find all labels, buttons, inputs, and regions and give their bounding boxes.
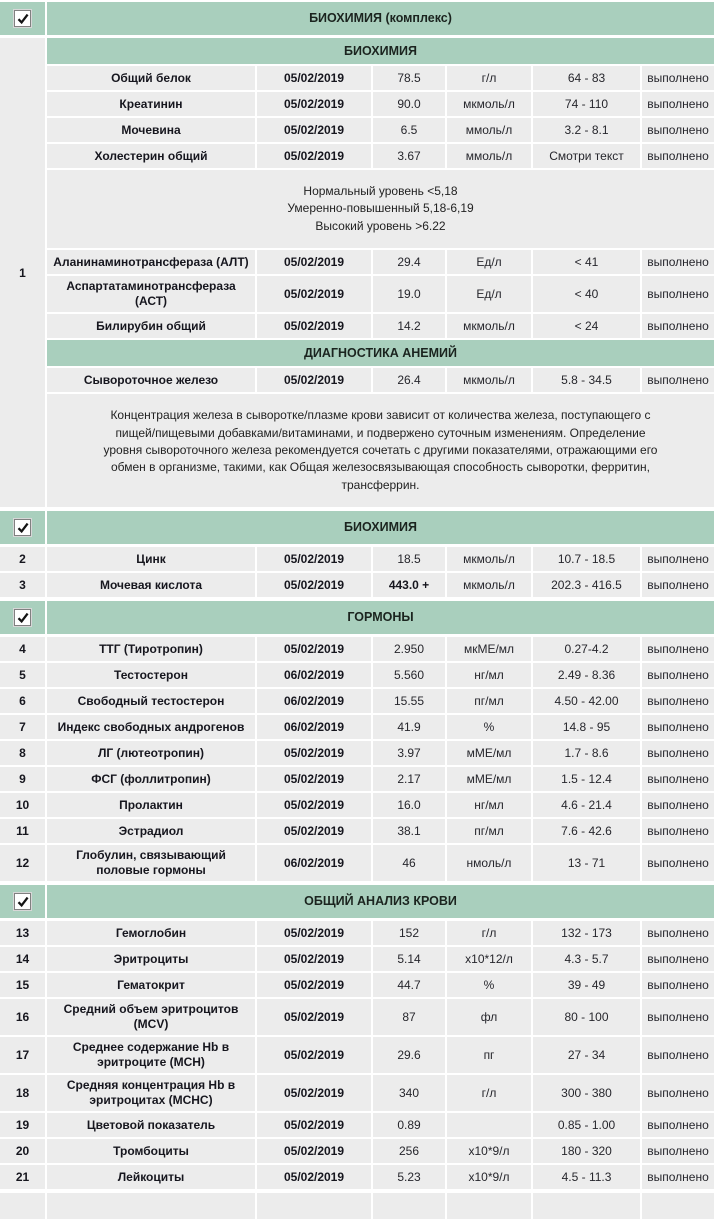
group-items <box>47 38 714 507</box>
value-cell: 3.67 <box>373 144 445 168</box>
test-name-cell: Пролактин <box>47 793 255 817</box>
units-cell: мкмоль/л <box>447 547 531 571</box>
section-checkbox-cell <box>0 601 45 634</box>
table-row <box>0 1075 714 1111</box>
check-icon <box>17 896 29 908</box>
reference-range-cell: 0.27-4.2 <box>533 637 640 661</box>
date-cell: 05/02/2019 <box>257 1075 371 1111</box>
units-cell: пг/мл <box>447 689 531 713</box>
test-name-cell: Аланинаминотрансфераза (АЛТ) <box>47 250 255 274</box>
value-cell: 26.4 <box>373 368 445 392</box>
units-cell: мкмоль/л <box>447 573 531 597</box>
row-number-cell: 21 <box>0 1165 45 1189</box>
value-cell: 18.5 <box>373 547 445 571</box>
units-cell: пг <box>447 1037 531 1073</box>
section-body <box>0 637 714 881</box>
status-cell <box>642 1193 714 1219</box>
date-cell: 05/02/2019 <box>257 368 371 392</box>
section-checkbox[interactable] <box>14 893 31 910</box>
value-cell: 90.0 <box>373 92 445 116</box>
test-name-cell: Сывороточное железо <box>47 368 255 392</box>
value-cell: 29.4 <box>373 250 445 274</box>
note-block <box>47 394 714 507</box>
status-cell: выполнено <box>642 250 714 274</box>
reference-range-cell: 13 - 71 <box>533 845 640 881</box>
row-number-cell: 10 <box>0 793 45 817</box>
status-cell: выполнено <box>642 368 714 392</box>
test-name-cell: Свободный тестостерон <box>47 689 255 713</box>
value-cell: 87 <box>373 999 445 1035</box>
section-checkbox-cell <box>0 885 45 918</box>
test-name-cell: Глобулин, связывающий половые гормоны <box>47 845 255 881</box>
date-cell: 06/02/2019 <box>257 689 371 713</box>
reference-range-cell: 74 - 110 <box>533 92 640 116</box>
value-cell: 2.950 <box>373 637 445 661</box>
units-cell: x10*9/л <box>447 1165 531 1189</box>
units-cell: мкМЕ/мл <box>447 637 531 661</box>
reference-range-cell: 1.5 - 12.4 <box>533 767 640 791</box>
reference-range-cell: 10.7 - 18.5 <box>533 547 640 571</box>
table-row <box>47 66 714 90</box>
date-cell: 05/02/2019 <box>257 793 371 817</box>
value-cell: 3.97 <box>373 741 445 765</box>
reference-range-cell: < 24 <box>533 314 640 338</box>
status-cell: выполнено <box>642 66 714 90</box>
table-row <box>0 921 714 945</box>
row-number-cell: 12 <box>0 845 45 881</box>
date-cell: 05/02/2019 <box>257 999 371 1035</box>
units-cell: г/л <box>447 921 531 945</box>
table-row <box>47 276 714 312</box>
value-cell: 19.0 <box>373 276 445 312</box>
date-cell: 06/02/2019 <box>257 663 371 687</box>
value-cell: 16.0 <box>373 793 445 817</box>
reference-range-cell: 64 - 83 <box>533 66 640 90</box>
test-name-cell: Эритроциты <box>47 947 255 971</box>
value-cell: 46 <box>373 845 445 881</box>
subsection-title: ДИАГНОСТИКА АНЕМИЙ <box>47 340 714 366</box>
status-cell: выполнено <box>642 741 714 765</box>
table-row <box>0 663 714 687</box>
reference-range-cell: 7.6 - 42.6 <box>533 819 640 843</box>
reference-range-cell: 27 - 34 <box>533 1037 640 1073</box>
reference-range-cell <box>533 1193 640 1219</box>
section-title: БИОХИМИЯ (комплекс) <box>47 2 714 35</box>
units-cell: Ед/л <box>447 250 531 274</box>
note-line: Концентрация железа в сыворотке/плазме крови зависит от количества железа, поступающего с пищей/пищевыми добавками/витаминами, и подвержено суточным изменениям. Определение уровня сывороточного железа рекомендуется сочетать с другими показателями, отражающими его обмен в организме, такими, как Общая железосвязывающая способность сыворотки, ферритин, трансферрин. <box>103 408 658 492</box>
table-row <box>0 573 714 597</box>
value-cell: 14.2 <box>373 314 445 338</box>
status-cell: выполнено <box>642 947 714 971</box>
test-name-cell: Холестерин общий <box>47 144 255 168</box>
reference-range-cell: 39 - 49 <box>533 973 640 997</box>
section-checkbox[interactable] <box>14 519 31 536</box>
reference-range-cell: 5.8 - 34.5 <box>533 368 640 392</box>
value-cell: 256 <box>373 1139 445 1163</box>
table-row <box>0 689 714 713</box>
value-cell: 38.1 <box>373 819 445 843</box>
check-icon <box>17 13 29 25</box>
row-number-cell: 20 <box>0 1139 45 1163</box>
date-cell: 05/02/2019 <box>257 973 371 997</box>
status-cell: выполнено <box>642 663 714 687</box>
row-number-cell <box>0 1193 45 1219</box>
units-cell: ммоль/л <box>447 144 531 168</box>
units-cell: мкмоль/л <box>447 368 531 392</box>
test-name-cell: Креатинин <box>47 92 255 116</box>
row-number-cell: 18 <box>0 1075 45 1111</box>
section-header-row <box>0 2 714 35</box>
test-name-cell: Билирубин общий <box>47 314 255 338</box>
row-number-cell: 17 <box>0 1037 45 1073</box>
check-icon <box>17 522 29 534</box>
results-table <box>0 2 714 1189</box>
date-cell: 05/02/2019 <box>257 1165 371 1189</box>
date-cell: 05/02/2019 <box>257 547 371 571</box>
section-title: ОБЩИЙ АНАЛИЗ КРОВИ <box>47 885 714 918</box>
table-row <box>0 845 714 881</box>
value-cell: 443.0 + <box>373 573 445 597</box>
units-cell: нг/мл <box>447 663 531 687</box>
value-cell: 5.560 <box>373 663 445 687</box>
table-row <box>47 118 714 142</box>
units-cell: мкмоль/л <box>447 92 531 116</box>
test-name-cell: Эстрадиол <box>47 819 255 843</box>
date-cell: 05/02/2019 <box>257 118 371 142</box>
status-cell: выполнено <box>642 1139 714 1163</box>
note-line: Нормальный уровень <5,18 <box>303 184 458 198</box>
row-number-cell: 7 <box>0 715 45 739</box>
section-body <box>0 38 714 507</box>
row-number-cell: 5 <box>0 663 45 687</box>
units-cell: мкмоль/л <box>447 314 531 338</box>
test-name-cell: Средняя концентрация Hb в эритроцитах (MCHC) <box>47 1075 255 1111</box>
section-checkbox-cell <box>0 511 45 544</box>
test-name-cell: Общий белок <box>47 66 255 90</box>
row-number-cell: 11 <box>0 819 45 843</box>
units-cell: г/л <box>447 66 531 90</box>
reference-range-cell: 4.3 - 5.7 <box>533 947 640 971</box>
reference-range-cell: Смотри текст <box>533 144 640 168</box>
reference-range-cell: 0.85 - 1.00 <box>533 1113 640 1137</box>
test-name-cell: Цинк <box>47 547 255 571</box>
status-cell: выполнено <box>642 1075 714 1111</box>
note-block <box>47 170 714 248</box>
status-cell: выполнено <box>642 573 714 597</box>
status-cell: выполнено <box>642 921 714 945</box>
units-cell: мМЕ/мл <box>447 767 531 791</box>
units-cell: фл <box>447 999 531 1035</box>
note-line: Высокий уровень >6.22 <box>315 218 446 233</box>
date-cell: 05/02/2019 <box>257 314 371 338</box>
row-number: 1 <box>19 265 26 280</box>
reference-range-cell: 14.8 - 95 <box>533 715 640 739</box>
status-cell: выполнено <box>642 845 714 881</box>
reference-range-cell: 4.50 - 42.00 <box>533 689 640 713</box>
test-name-cell: ТТГ (Тиротропин) <box>47 637 255 661</box>
units-cell: x10*12/л <box>447 947 531 971</box>
value-cell: 41.9 <box>373 715 445 739</box>
section-checkbox[interactable] <box>14 609 31 626</box>
units-cell: % <box>447 973 531 997</box>
status-cell: выполнено <box>642 144 714 168</box>
test-name-cell <box>47 1193 255 1219</box>
reference-range-cell: 132 - 173 <box>533 921 640 945</box>
test-name-cell: ФСГ (фоллитропин) <box>47 767 255 791</box>
table-row <box>0 547 714 571</box>
subsection-title: БИОХИМИЯ <box>47 38 714 64</box>
status-cell: выполнено <box>642 793 714 817</box>
reference-range-cell: 4.5 - 11.3 <box>533 1165 640 1189</box>
test-name-cell: Цветовой показатель <box>47 1113 255 1137</box>
table-row <box>47 250 714 274</box>
date-cell: 05/02/2019 <box>257 250 371 274</box>
table-row <box>0 1139 714 1163</box>
row-number-cell: 19 <box>0 1113 45 1137</box>
reference-range-cell: 1.7 - 8.6 <box>533 741 640 765</box>
status-cell: выполнено <box>642 715 714 739</box>
row-number-cell: 9 <box>0 767 45 791</box>
status-cell: выполнено <box>642 637 714 661</box>
value-cell: 78.5 <box>373 66 445 90</box>
reference-range-cell: 300 - 380 <box>533 1075 640 1111</box>
units-cell: нмоль/л <box>447 845 531 881</box>
table-row <box>0 999 714 1035</box>
status-cell: выполнено <box>642 1113 714 1137</box>
units-cell: Ед/л <box>447 276 531 312</box>
test-name-cell: Индекс свободных андрогенов <box>47 715 255 739</box>
table-row <box>47 368 714 392</box>
status-cell: выполнено <box>642 767 714 791</box>
clipped-next-row <box>0 1193 714 1219</box>
status-cell: выполнено <box>642 689 714 713</box>
status-cell: выполнено <box>642 1037 714 1073</box>
value-cell: 5.23 <box>373 1165 445 1189</box>
value-cell: 29.6 <box>373 1037 445 1073</box>
section-header-row <box>0 601 714 634</box>
status-cell: выполнено <box>642 547 714 571</box>
value-cell: 44.7 <box>373 973 445 997</box>
row-number-cell: 13 <box>0 921 45 945</box>
test-name-cell: Мочевая кислота <box>47 573 255 597</box>
reference-range-cell: 4.6 - 21.4 <box>533 793 640 817</box>
units-cell: г/л <box>447 1075 531 1111</box>
units-cell: нг/мл <box>447 793 531 817</box>
date-cell: 06/02/2019 <box>257 715 371 739</box>
value-cell <box>373 1193 445 1219</box>
test-name-cell: Тестостерон <box>47 663 255 687</box>
status-cell: выполнено <box>642 276 714 312</box>
reference-range-cell: < 40 <box>533 276 640 312</box>
reference-range-cell: 80 - 100 <box>533 999 640 1035</box>
row-number-cell: 8 <box>0 741 45 765</box>
units-cell: мМЕ/мл <box>447 741 531 765</box>
units-cell <box>447 1193 531 1219</box>
value-cell: 5.14 <box>373 947 445 971</box>
section-body <box>0 921 714 1189</box>
status-cell: выполнено <box>642 819 714 843</box>
date-cell: 05/02/2019 <box>257 1113 371 1137</box>
section-header-row <box>0 885 714 918</box>
section-title: БИОХИМИЯ <box>47 511 714 544</box>
date-cell: 05/02/2019 <box>257 921 371 945</box>
row-number-cell: 4 <box>0 637 45 661</box>
reference-range-cell: 202.3 - 416.5 <box>533 573 640 597</box>
value-cell: 152 <box>373 921 445 945</box>
status-cell: выполнено <box>642 118 714 142</box>
status-cell: выполнено <box>642 1165 714 1189</box>
value-cell: 2.17 <box>373 767 445 791</box>
test-name-cell: Аспартатаминотрансфераза (АСТ) <box>47 276 255 312</box>
value-cell: 340 <box>373 1075 445 1111</box>
table-row <box>47 92 714 116</box>
reference-range-cell: 2.49 - 8.36 <box>533 663 640 687</box>
date-cell: 05/02/2019 <box>257 66 371 90</box>
table-row <box>0 637 714 661</box>
units-cell: x10*9/л <box>447 1139 531 1163</box>
test-name-cell: ЛГ (лютеотропин) <box>47 741 255 765</box>
date-cell: 05/02/2019 <box>257 573 371 597</box>
section-body <box>0 547 714 597</box>
table-row <box>0 947 714 971</box>
test-name-cell: Мочевина <box>47 118 255 142</box>
date-cell: 06/02/2019 <box>257 845 371 881</box>
table-row <box>0 741 714 765</box>
row-number-cell: 16 <box>0 999 45 1035</box>
table-row <box>0 973 714 997</box>
units-cell: % <box>447 715 531 739</box>
date-cell: 05/02/2019 <box>257 741 371 765</box>
status-cell: выполнено <box>642 92 714 116</box>
section-checkbox-cell <box>0 2 45 35</box>
date-cell: 05/02/2019 <box>257 767 371 791</box>
table-row <box>0 767 714 791</box>
value-cell: 15.55 <box>373 689 445 713</box>
reference-range-cell: < 41 <box>533 250 640 274</box>
section-header-row <box>0 511 714 544</box>
row-number-cell: 14 <box>0 947 45 971</box>
date-cell: 05/02/2019 <box>257 92 371 116</box>
table-row <box>0 819 714 843</box>
test-name-cell: Лейкоциты <box>47 1165 255 1189</box>
table-row <box>0 715 714 739</box>
test-name-cell: Гемоглобин <box>47 921 255 945</box>
row-number-cell: 6 <box>0 689 45 713</box>
date-cell: 05/02/2019 <box>257 276 371 312</box>
check-icon <box>17 612 29 624</box>
date-cell: 05/02/2019 <box>257 637 371 661</box>
reference-range-cell: 3.2 - 8.1 <box>533 118 640 142</box>
status-cell: выполнено <box>642 999 714 1035</box>
date-cell: 05/02/2019 <box>257 144 371 168</box>
date-cell <box>257 1193 371 1219</box>
row-number-cell: 2 <box>0 547 45 571</box>
note-line: Умеренно-повышенный 5,18-6,19 <box>287 201 474 216</box>
date-cell: 05/02/2019 <box>257 947 371 971</box>
group-number-cell <box>0 38 45 507</box>
row-number-cell: 3 <box>0 573 45 597</box>
date-cell: 05/02/2019 <box>257 1037 371 1073</box>
status-cell: выполнено <box>642 314 714 338</box>
table-row <box>0 1113 714 1137</box>
table-row <box>47 314 714 338</box>
test-name-cell: Гематокрит <box>47 973 255 997</box>
test-name-cell: Тромбоциты <box>47 1139 255 1163</box>
table-row <box>0 793 714 817</box>
value-cell: 0.89 <box>373 1113 445 1137</box>
units-cell: ммоль/л <box>447 118 531 142</box>
reference-range-cell: 180 - 320 <box>533 1139 640 1163</box>
test-name-cell: Средний объем эритроцитов (MCV) <box>47 999 255 1035</box>
status-cell: выполнено <box>642 973 714 997</box>
value-cell: 6.5 <box>373 118 445 142</box>
row-number-cell: 15 <box>0 973 45 997</box>
table-row <box>47 144 714 168</box>
section-title: ГОРМОНЫ <box>47 601 714 634</box>
units-cell: пг/мл <box>447 819 531 843</box>
date-cell: 05/02/2019 <box>257 819 371 843</box>
units-cell <box>447 1113 531 1137</box>
table-row <box>0 1165 714 1189</box>
date-cell: 05/02/2019 <box>257 1139 371 1163</box>
test-name-cell: Среднее содержание Hb в эритроците (MCH) <box>47 1037 255 1073</box>
section-checkbox[interactable] <box>14 10 31 27</box>
table-row <box>0 1037 714 1073</box>
